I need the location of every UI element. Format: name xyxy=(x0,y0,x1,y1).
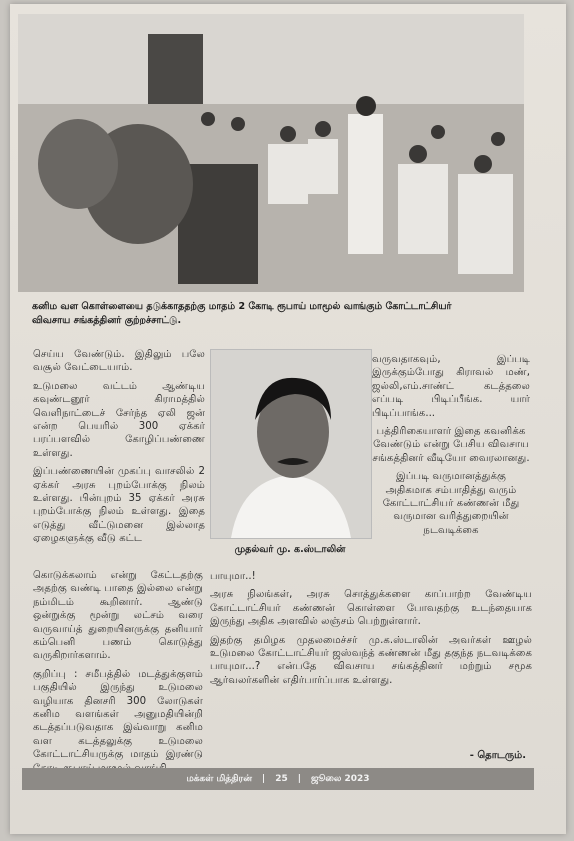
article-left-column xyxy=(33,348,205,551)
meeting-photo xyxy=(18,14,524,292)
page-number: 25 xyxy=(275,774,288,784)
continued-note: - தொடரும். xyxy=(469,750,526,761)
caption-line: விவசாய சங்கத்தினர் குற்றச்சாட்டு. xyxy=(32,315,182,326)
footer-separator: | xyxy=(297,774,302,784)
paragraph: இதற்கு தமிழக முதலமைச்சர் மு.க.ஸ்டாலின் அவர்கள் ஊழல் உடுமலை கோட்டாட்சியர் ஜஸ்வந்த் கண்ணன் மீது தகுந்த நடவடிக்கை பாயுமா...? என்பதே விவசாய சங்கத்தினர் மற்றும் சமூக ஆர்வலர்களின் எதிர்பார்ப்பாக உள்ளது. xyxy=(210,634,532,686)
magazine-page xyxy=(10,4,566,834)
meeting-photo-graphic xyxy=(18,14,524,292)
portrait-caption: முதல்வர் மு. க.ஸ்டாலின் xyxy=(234,544,346,555)
portrait-graphic xyxy=(211,350,371,538)
chief-minister-portrait xyxy=(210,349,372,539)
paragraph: உடுமலை வட்டம் ஆண்டிய கவுண்டனூர் கிராமத்தில் வெளிநாட்டைச் சேர்ந்த ஏலி ஜன் என்ற பெயரில் 300 ஏக்கர் பரப்பளவில் கோழிப்பண்ணை உள்ளது. xyxy=(33,380,205,459)
photo-caption xyxy=(32,300,532,328)
article-right-column xyxy=(372,353,530,542)
paragraph: வருவதாகவும், இப்படி இருக்கும்போது கிராவல் மண், ஜல்லி,எம்.சாண்ட் கடத்தலை எப்படி பிடிப்பீங்க. யார் பிடிப்பாங்க... xyxy=(372,354,530,419)
caption-line: கனிம வள கொள்ளையை தடுக்காததற்கு மாதம் 2 கோடி ரூபாய் மாமூல் வாங்கும் கோட்டாட்சியர் xyxy=(32,301,452,312)
publication-name: மக்கள் மித்திரன் xyxy=(186,773,252,784)
paragraph: செய்ய வேண்டும். இதிலும் பலே வசூல் வேட்டையாம். xyxy=(33,349,205,374)
paragraph: அரசு நிலங்கள், அரசு சொத்துக்களை காப்பாற்ற வேண்டிய கோட்டாட்சியர் கண்ணன் கொள்ளை போவதற்கு உடந்தையாக இருந்து அதிக அளவில் லஞ்சம் பெற்றுள்ளார். xyxy=(210,589,532,628)
paragraph: இப்படி வருமானத்துக்கு அதிகமாக சம்பாதித்து வரும் கோட்டாட்சியர் கண்ணன் மீது வருமான வரித்துறையின் நடவடிக்கை xyxy=(382,471,520,536)
paragraph: பாயுமா..! xyxy=(210,571,256,582)
paragraph: கொடுக்கலாம் என்று கேட்டதற்கு அதற்கு வண்டி பாதை இல்லை என்று நம்மிடம் கூறினார். ஆண்டு ஒன்றுக்கு மூன்று லட்சம் வரை வருவாய்த் துறையினருக்கு தனியார் கம்பெனி பணம் கொடுத்து வருகிறார்களாம். xyxy=(33,570,203,662)
paragraph: குறிப்பு : சமீபத்தில் மடத்துக்குளம் பகுதியில் இருந்து உடுமலை வழியாக தினசரி 300 லோடுகள் கனிம வளங்கள் அனுமதியின்றி கடத்தப்படுவதாக இவ்வாறு கனிம வள கடத்தலுக்கு உடுமலை கோட்டாட்சியருக்கு மாதம் இரண்டு xyxy=(33,668,203,761)
footer-separator: | xyxy=(261,774,266,784)
article-lower-left xyxy=(33,569,203,780)
issue-date: ஜூலை 2023 xyxy=(311,773,370,784)
page-footer xyxy=(22,768,534,790)
paragraph: இப்பண்ணையின் முகப்பு வாசலில் 2 ஏக்கர் அரசு புறம்போக்கு நிலம் உள்ளது. பின்புறம் 35 ஏக்கர் அரசு புறம்போக்கு நிலம் உள்ளது. இதை எடுத்து வீட்டுமனை இல்லாத ஏழைகளுக்கு வீடு கட்ட xyxy=(33,466,205,545)
article-lower-right xyxy=(210,570,532,692)
paragraph: பத்திரிகையாளர் இதை கவனிக்க வேண்டும் என்று பேசிய விவசாய சங்கத்தினர் வீடியோ வைரலானது. xyxy=(372,426,530,464)
